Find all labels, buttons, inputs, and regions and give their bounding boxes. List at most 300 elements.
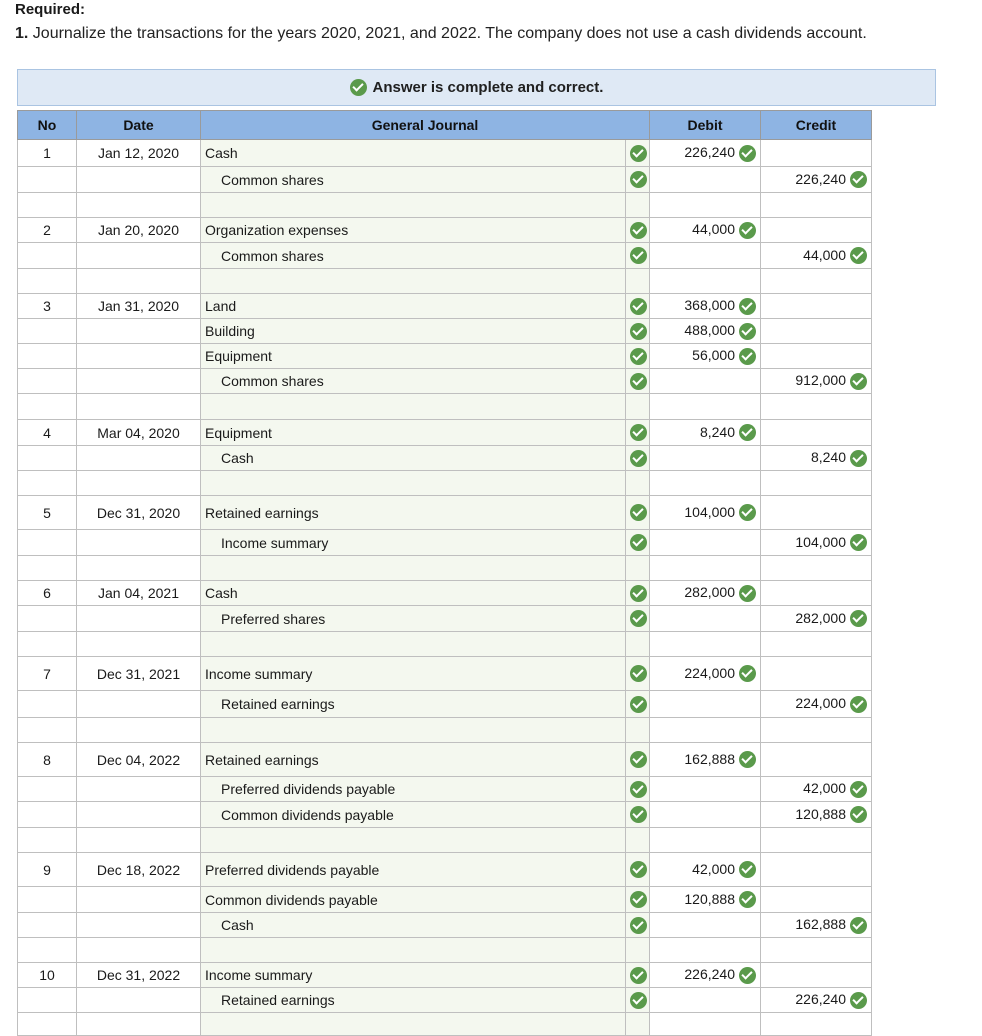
blank-cell <box>650 193 761 218</box>
answer-status-text: Answer is complete and correct. <box>372 79 604 96</box>
credit-amount: 912,000 <box>795 372 846 389</box>
credit-cell[interactable] <box>761 963 872 988</box>
instruction-body: Journalize the transactions for the years 2020, 2021, and 2022. The company does not use a cash dividends account. <box>32 25 867 42</box>
entry-number: 2 <box>18 218 77 243</box>
credit-cell[interactable] <box>761 777 872 802</box>
check-circle-icon <box>630 917 647 934</box>
check-circle-icon <box>630 504 647 521</box>
check-circle-icon <box>739 504 756 521</box>
blank-cell <box>18 471 77 496</box>
credit-cell[interactable] <box>761 606 872 632</box>
debit-cell[interactable] <box>650 777 761 802</box>
debit-cell[interactable] <box>650 496 761 530</box>
blank-cell <box>761 828 872 853</box>
entry-date: Dec 18, 2022 <box>77 853 201 887</box>
account-check-cell <box>626 140 650 167</box>
account-title-cell[interactable]: Preferred shares <box>201 606 626 632</box>
entry-number: 8 <box>18 743 77 777</box>
table-header-row <box>18 111 872 140</box>
blank-cell <box>626 394 650 420</box>
blank-cell <box>626 828 650 853</box>
credit-cell[interactable] <box>761 344 872 369</box>
blank-cell <box>626 718 650 743</box>
debit-amount: 224,000 <box>684 664 735 681</box>
blank-cell <box>18 193 77 218</box>
debit-cell[interactable] <box>650 530 761 556</box>
debit-cell[interactable] <box>650 344 761 369</box>
entry-date <box>77 446 201 471</box>
check-circle-icon <box>850 247 867 264</box>
credit-cell[interactable] <box>761 294 872 319</box>
account-title-cell[interactable]: Building <box>201 319 626 344</box>
entry-date: Jan 12, 2020 <box>77 140 201 167</box>
blank-separator-row <box>18 938 872 963</box>
journal-row <box>18 777 872 802</box>
required-heading: Required: <box>15 1 86 18</box>
credit-cell[interactable] <box>761 496 872 530</box>
entry-number <box>18 319 77 344</box>
check-circle-icon <box>630 222 647 239</box>
entry-number: 9 <box>18 853 77 887</box>
journal-row <box>18 446 872 471</box>
account-title-cell[interactable]: Preferred dividends payable <box>201 777 626 802</box>
blank-cell <box>77 471 201 496</box>
account-check-cell <box>626 294 650 319</box>
journal-row <box>18 581 872 606</box>
blank-cell <box>626 471 650 496</box>
debit-amount: 162,888 <box>684 750 735 767</box>
debit-amount: 488,000 <box>684 322 735 339</box>
credit-cell[interactable] <box>761 218 872 243</box>
entry-number: 1 <box>18 140 77 167</box>
journal-row <box>18 657 872 691</box>
blank-cell <box>77 1013 201 1036</box>
header-credit: Credit <box>761 111 872 140</box>
entry-number <box>18 606 77 632</box>
journal-row <box>18 887 872 913</box>
blank-cell <box>650 828 761 853</box>
account-title-cell[interactable]: Land <box>201 294 626 319</box>
check-circle-icon <box>739 145 756 162</box>
debit-cell[interactable] <box>650 802 761 828</box>
entry-date <box>77 777 201 802</box>
account-title-cell[interactable]: Common shares <box>201 167 626 193</box>
debit-amount: 56,000 <box>692 347 735 364</box>
instruction-text <box>15 25 867 43</box>
credit-cell[interactable] <box>761 743 872 777</box>
entry-date <box>77 606 201 632</box>
debit-cell[interactable] <box>650 887 761 913</box>
account-title-cell[interactable]: Preferred dividends payable <box>201 853 626 887</box>
credit-amount: 8,240 <box>810 449 846 466</box>
debit-cell[interactable] <box>650 606 761 632</box>
check-circle-icon <box>739 585 756 602</box>
debit-cell[interactable] <box>650 691 761 718</box>
answer-status-banner <box>17 69 936 106</box>
journal-row <box>18 530 872 556</box>
account-title-cell[interactable]: Cash <box>201 913 626 938</box>
credit-cell[interactable] <box>761 140 872 167</box>
entry-number <box>18 988 77 1013</box>
header-general-journal: General Journal <box>201 111 650 140</box>
blank-cell <box>77 394 201 420</box>
debit-cell[interactable] <box>650 963 761 988</box>
entry-number <box>18 369 77 394</box>
header-date: Date <box>77 111 201 140</box>
check-circle-icon <box>850 610 867 627</box>
blank-cell <box>761 269 872 294</box>
check-circle-icon <box>630 781 647 798</box>
blank-cell <box>761 938 872 963</box>
account-check-cell <box>626 319 650 344</box>
credit-amount: 42,000 <box>803 780 846 797</box>
debit-amount: 226,240 <box>684 144 735 161</box>
blank-cell <box>650 938 761 963</box>
check-circle-icon <box>739 967 756 984</box>
header-debit: Debit <box>650 111 761 140</box>
debit-amount: 120,888 <box>684 890 735 907</box>
debit-cell[interactable] <box>650 218 761 243</box>
account-title-cell[interactable]: Cash <box>201 581 626 606</box>
journal-row <box>18 369 872 394</box>
credit-cell[interactable] <box>761 853 872 887</box>
check-circle-icon <box>630 967 647 984</box>
journal-row <box>18 496 872 530</box>
account-check-cell <box>626 344 650 369</box>
journal-row <box>18 167 872 193</box>
account-title-cell[interactable]: Retained earnings <box>201 691 626 718</box>
journal-row <box>18 140 872 167</box>
account-title-cell[interactable]: Common dividends payable <box>201 887 626 913</box>
debit-cell[interactable] <box>650 294 761 319</box>
check-circle-icon <box>850 373 867 390</box>
blank-cell <box>77 193 201 218</box>
check-circle-icon <box>630 806 647 823</box>
check-circle-icon <box>630 171 647 188</box>
debit-cell[interactable] <box>650 581 761 606</box>
credit-cell[interactable] <box>761 167 872 193</box>
entry-date <box>77 802 201 828</box>
account-check-cell <box>626 963 650 988</box>
credit-amount: 162,888 <box>795 916 846 933</box>
blank-cell <box>18 1013 77 1036</box>
blank-cell <box>18 269 77 294</box>
entry-date <box>77 319 201 344</box>
entry-date <box>77 530 201 556</box>
blank-cell <box>201 394 626 420</box>
check-circle-icon <box>630 534 647 551</box>
check-circle-icon <box>739 298 756 315</box>
entry-number <box>18 344 77 369</box>
journal-row <box>18 853 872 887</box>
credit-cell[interactable] <box>761 913 872 938</box>
blank-cell <box>201 938 626 963</box>
account-check-cell <box>626 581 650 606</box>
journal-row <box>18 988 872 1013</box>
credit-amount: 120,888 <box>795 805 846 822</box>
account-check-cell <box>626 988 650 1013</box>
check-circle-icon <box>630 247 647 264</box>
credit-cell[interactable] <box>761 887 872 913</box>
account-check-cell <box>626 530 650 556</box>
entry-date <box>77 988 201 1013</box>
account-title-cell[interactable]: Income summary <box>201 530 626 556</box>
blank-cell <box>18 632 77 657</box>
journal-row <box>18 691 872 718</box>
blank-cell <box>201 193 626 218</box>
credit-amount: 226,240 <box>795 991 846 1008</box>
account-title-cell[interactable]: Income summary <box>201 963 626 988</box>
account-check-cell <box>626 913 650 938</box>
blank-separator-row <box>18 718 872 743</box>
account-title-cell[interactable]: Retained earnings <box>201 496 626 530</box>
credit-cell[interactable] <box>761 691 872 718</box>
account-check-cell <box>626 218 650 243</box>
debit-cell[interactable] <box>650 140 761 167</box>
credit-cell[interactable] <box>761 420 872 446</box>
blank-cell <box>201 1013 626 1036</box>
blank-cell <box>650 269 761 294</box>
debit-cell[interactable] <box>650 243 761 269</box>
entry-number: 10 <box>18 963 77 988</box>
blank-separator-row <box>18 556 872 581</box>
check-circle-icon <box>630 751 647 768</box>
journal-row <box>18 606 872 632</box>
blank-cell <box>77 269 201 294</box>
journal-row <box>18 218 872 243</box>
account-title-cell[interactable]: Organization expenses <box>201 218 626 243</box>
credit-amount: 226,240 <box>795 170 846 187</box>
blank-cell <box>626 556 650 581</box>
entry-date <box>77 167 201 193</box>
account-check-cell <box>626 420 650 446</box>
account-title-cell[interactable]: Common dividends payable <box>201 802 626 828</box>
entry-date: Dec 31, 2022 <box>77 963 201 988</box>
blank-cell <box>761 632 872 657</box>
entry-number: 7 <box>18 657 77 691</box>
credit-cell[interactable] <box>761 802 872 828</box>
blank-cell <box>18 828 77 853</box>
check-circle-icon <box>630 450 647 467</box>
check-circle-icon <box>739 424 756 441</box>
blank-cell <box>761 718 872 743</box>
check-circle-icon <box>850 917 867 934</box>
account-check-cell <box>626 446 650 471</box>
account-title-cell[interactable]: Cash <box>201 446 626 471</box>
entry-number <box>18 243 77 269</box>
check-circle-icon <box>739 861 756 878</box>
blank-cell <box>201 471 626 496</box>
blank-cell <box>761 193 872 218</box>
debit-cell[interactable] <box>650 743 761 777</box>
credit-cell[interactable] <box>761 446 872 471</box>
debit-cell[interactable] <box>650 167 761 193</box>
journal-row <box>18 319 872 344</box>
account-title-cell[interactable]: Retained earnings <box>201 988 626 1013</box>
debit-cell[interactable] <box>650 319 761 344</box>
check-circle-icon <box>850 171 867 188</box>
check-circle-icon <box>630 696 647 713</box>
entry-number <box>18 530 77 556</box>
entry-number <box>18 887 77 913</box>
debit-cell[interactable] <box>650 853 761 887</box>
account-title-cell[interactable]: Retained earnings <box>201 743 626 777</box>
blank-cell <box>650 556 761 581</box>
entry-number <box>18 913 77 938</box>
blank-separator-row <box>18 1013 872 1036</box>
entry-date <box>77 344 201 369</box>
account-title-cell[interactable]: Equipment <box>201 420 626 446</box>
general-journal-table <box>17 110 872 1036</box>
credit-amount: 282,000 <box>795 609 846 626</box>
credit-cell[interactable] <box>761 988 872 1013</box>
credit-cell[interactable] <box>761 581 872 606</box>
blank-cell <box>18 718 77 743</box>
blank-separator-row <box>18 269 872 294</box>
blank-cell <box>201 269 626 294</box>
check-circle-icon <box>739 222 756 239</box>
account-check-cell <box>626 606 650 632</box>
blank-cell <box>18 938 77 963</box>
entry-date <box>77 913 201 938</box>
check-circle-icon <box>850 992 867 1009</box>
blank-cell <box>650 1013 761 1036</box>
debit-cell[interactable] <box>650 913 761 938</box>
check-circle-icon <box>630 891 647 908</box>
blank-cell <box>626 193 650 218</box>
entry-number <box>18 167 77 193</box>
journal-row <box>18 743 872 777</box>
entry-date <box>77 243 201 269</box>
account-check-cell <box>626 243 650 269</box>
journal-body <box>18 140 872 1036</box>
blank-cell <box>650 471 761 496</box>
account-check-cell <box>626 691 650 718</box>
blank-separator-row <box>18 828 872 853</box>
journal-row <box>18 420 872 446</box>
debit-amount: 8,240 <box>699 423 735 440</box>
account-title-cell[interactable]: Income summary <box>201 657 626 691</box>
entry-date <box>77 887 201 913</box>
blank-cell <box>77 938 201 963</box>
account-title-cell[interactable]: Common shares <box>201 243 626 269</box>
blank-cell <box>77 718 201 743</box>
blank-cell <box>626 632 650 657</box>
blank-cell <box>201 632 626 657</box>
entry-date <box>77 369 201 394</box>
entry-number: 4 <box>18 420 77 446</box>
credit-amount: 44,000 <box>803 246 846 263</box>
debit-amount: 282,000 <box>684 584 735 601</box>
debit-amount: 42,000 <box>692 860 735 877</box>
blank-cell <box>201 828 626 853</box>
blank-cell <box>18 556 77 581</box>
account-check-cell <box>626 887 650 913</box>
entry-number <box>18 802 77 828</box>
blank-cell <box>761 394 872 420</box>
blank-cell <box>201 556 626 581</box>
credit-amount: 224,000 <box>795 695 846 712</box>
check-circle-icon <box>630 145 647 162</box>
debit-cell[interactable] <box>650 988 761 1013</box>
debit-amount: 368,000 <box>684 297 735 314</box>
blank-cell <box>761 1013 872 1036</box>
debit-cell[interactable] <box>650 657 761 691</box>
check-circle-icon <box>850 450 867 467</box>
entry-date: Jan 04, 2021 <box>77 581 201 606</box>
blank-cell <box>761 556 872 581</box>
credit-amount: 104,000 <box>795 533 846 550</box>
check-circle-icon <box>350 79 367 96</box>
journal-row <box>18 243 872 269</box>
debit-cell[interactable] <box>650 420 761 446</box>
credit-cell[interactable] <box>761 243 872 269</box>
check-circle-icon <box>630 323 647 340</box>
account-title-cell[interactable]: Equipment <box>201 344 626 369</box>
account-check-cell <box>626 167 650 193</box>
credit-cell[interactable] <box>761 319 872 344</box>
check-circle-icon <box>630 424 647 441</box>
account-check-cell <box>626 777 650 802</box>
blank-separator-row <box>18 394 872 420</box>
entry-date: Jan 31, 2020 <box>77 294 201 319</box>
entry-date <box>77 691 201 718</box>
account-check-cell <box>626 853 650 887</box>
check-circle-icon <box>630 992 647 1009</box>
debit-cell[interactable] <box>650 369 761 394</box>
blank-cell <box>77 828 201 853</box>
blank-cell <box>626 938 650 963</box>
credit-cell[interactable] <box>761 657 872 691</box>
entry-date: Dec 31, 2021 <box>77 657 201 691</box>
journal-row <box>18 963 872 988</box>
entry-number: 6 <box>18 581 77 606</box>
check-circle-icon <box>630 373 647 390</box>
blank-separator-row <box>18 632 872 657</box>
credit-cell[interactable] <box>761 369 872 394</box>
blank-cell <box>201 718 626 743</box>
journal-row <box>18 344 872 369</box>
header-no: No <box>18 111 77 140</box>
account-check-cell <box>626 802 650 828</box>
check-circle-icon <box>630 610 647 627</box>
blank-separator-row <box>18 193 872 218</box>
check-circle-icon <box>739 891 756 908</box>
check-circle-icon <box>850 806 867 823</box>
check-circle-icon <box>739 348 756 365</box>
entry-number <box>18 777 77 802</box>
check-circle-icon <box>850 781 867 798</box>
check-circle-icon <box>630 298 647 315</box>
entry-number: 5 <box>18 496 77 530</box>
account-title-cell[interactable]: Common shares <box>201 369 626 394</box>
check-circle-icon <box>630 348 647 365</box>
blank-cell <box>626 1013 650 1036</box>
credit-cell[interactable] <box>761 530 872 556</box>
account-check-cell <box>626 369 650 394</box>
debit-amount: 104,000 <box>684 503 735 520</box>
journal-row <box>18 802 872 828</box>
blank-cell <box>626 269 650 294</box>
account-title-cell[interactable]: Cash <box>201 140 626 167</box>
debit-amount: 44,000 <box>692 221 735 238</box>
blank-separator-row <box>18 471 872 496</box>
instruction-number: 1. <box>15 25 29 42</box>
entry-date: Dec 04, 2022 <box>77 743 201 777</box>
check-circle-icon <box>630 861 647 878</box>
blank-cell <box>18 394 77 420</box>
debit-cell[interactable] <box>650 446 761 471</box>
